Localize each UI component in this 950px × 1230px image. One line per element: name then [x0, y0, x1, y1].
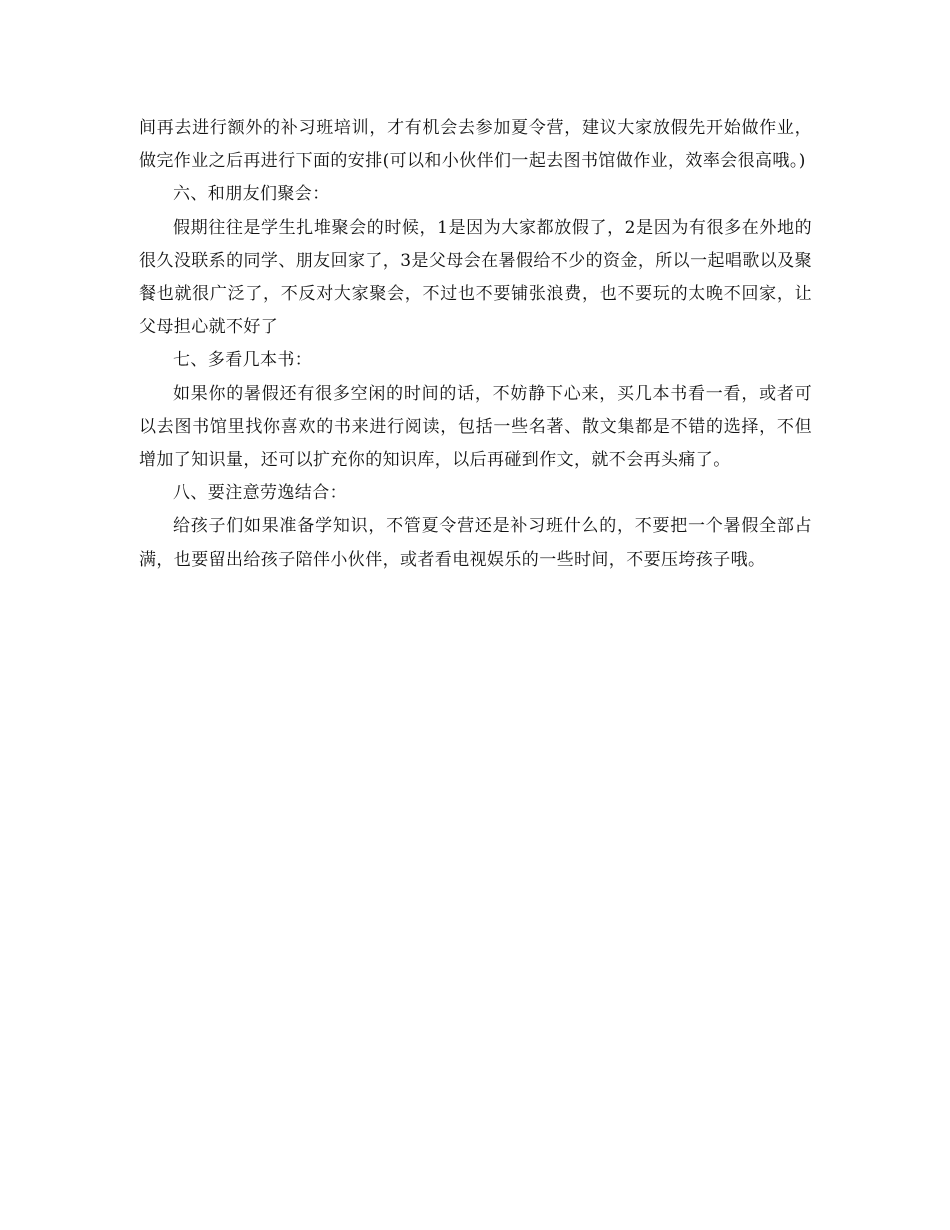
document-page [139, 112, 812, 577]
body-paragraph-gathering: 假期往往是学生扎堆聚会的时候，1是因为大家都放假了，2是因为有很多在外地的很久没联系的同学、朋友回家了，3是父母会在暑假给不少的资金，所以一起唱歌以及聚餐也就很广泛了，不反对大家聚会，不过也不要铺张浪费，也不要玩的太晚不回家，让父母担心就不好了 [139, 217, 812, 338]
body-paragraph-reading: 如果你的暑假还有很多空闲的时间的话，不妨静下心来，买几本书看一看，或者可以去图书馆里找你喜欢的书来进行阅读，包括一些名著、散文集都是不错的选择，不但增加了知识量，还可以扩充你的知识库，以后再碰到作文，就不会再头痛了。 [139, 383, 812, 471]
section-heading-reading: 七、多看几本书： [173, 350, 313, 371]
body-paragraph-continued: 间再去进行额外的补习班培训，才有机会去参加夏令营，建议大家放假先开始做作业，做完作业之后再进行下面的安排(可以和小伙伴们一起去图书馆做作业，效率会很高哦。) [139, 118, 812, 172]
section-heading-balance: 八、要注意劳逸结合： [173, 483, 347, 504]
section-heading-gathering: 六、和朋友们聚会： [173, 184, 330, 205]
body-paragraph-balance: 给孩子们如果准备学知识，不管夏令营还是补习班什么的，不要把一个暑假全部占满，也要留出给孩子陪伴小伙伴，或者看电视娱乐的一些时间，不要压垮孩子哦。 [139, 516, 812, 570]
